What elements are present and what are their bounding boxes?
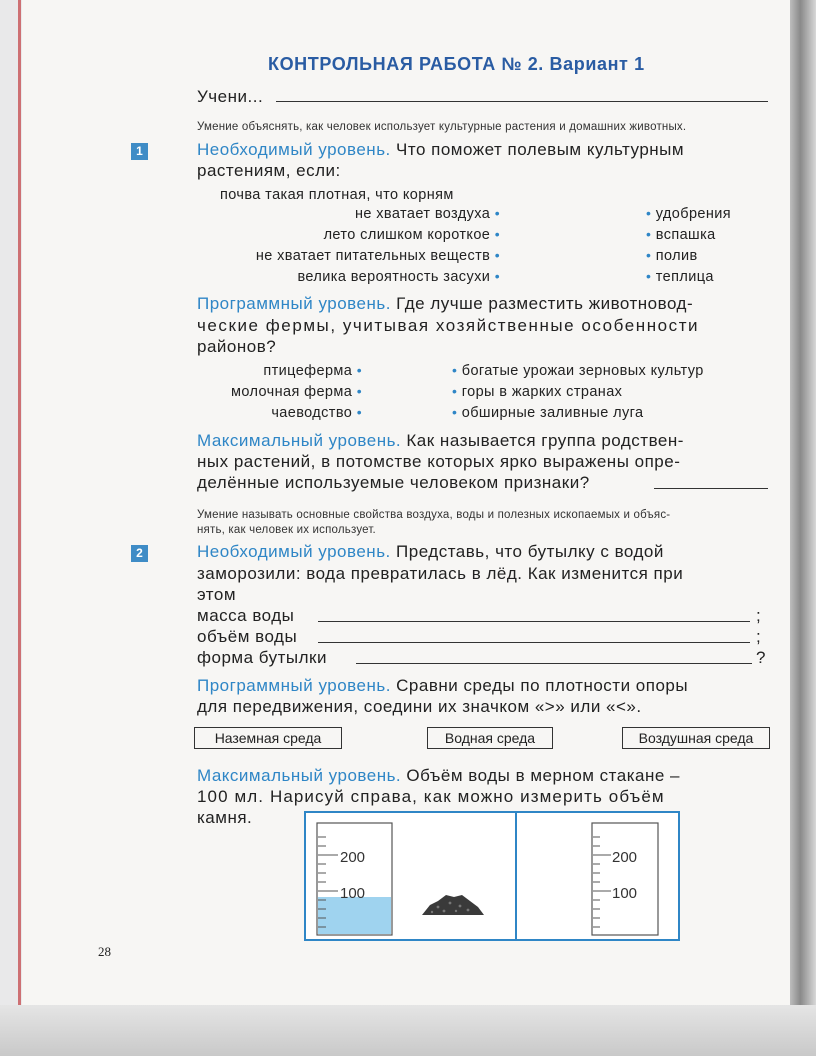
task2-skill-cont: нять, как человек их использует. (197, 524, 376, 536)
region-item (452, 362, 704, 379)
task1-level1-question-cont: растениям, если: (197, 161, 341, 180)
field-end: ? (756, 648, 766, 667)
env-box-ground[interactable]: Наземная среда (194, 727, 342, 749)
farm-text: чаеводство (271, 405, 353, 421)
page-bottom-shadow (0, 1005, 816, 1056)
question-text: Сравни среды по плотности опоры (396, 676, 689, 695)
task1-number-badge: 1 (131, 143, 148, 160)
mark-label: 100 (340, 885, 366, 902)
level-label: Программный уровень. (197, 294, 391, 313)
region-item (452, 383, 622, 400)
mark-label: 100 (612, 885, 638, 902)
task1-level3-question (197, 430, 684, 451)
task1-level3-question-cont: делённые используемые человеком признаки? (197, 473, 590, 492)
connector-dot[interactable]: • (646, 247, 652, 263)
cylinder-right (592, 823, 658, 935)
level-label: Максимальный уровень. (197, 766, 402, 785)
measuring-illustration (304, 811, 680, 941)
remedy-item (646, 268, 714, 285)
connector-dot[interactable]: • (452, 362, 458, 378)
connector-dot[interactable]: • (494, 268, 500, 284)
region-text: горы в жарких странах (461, 384, 623, 400)
remedy-item (646, 247, 698, 264)
farm-text: молочная ферма (230, 384, 353, 400)
remedy-item (646, 205, 731, 222)
condition-item: почва такая плотная, что корням (220, 187, 454, 203)
condition-text: не хватает питательных веществ (255, 248, 491, 264)
connector-dot[interactable]: • (646, 205, 652, 221)
remedy-text: вспашка (655, 227, 716, 243)
remedy-text: полив (655, 248, 698, 264)
margin-line (18, 0, 21, 1010)
page-number: 28 (98, 944, 111, 959)
task2-level3-question (197, 765, 680, 786)
task1-level2-question-cont: ческие фермы, учитывая хозяйственные особенности (197, 316, 700, 335)
student-label: Учени... (197, 87, 264, 106)
remedy-item (646, 226, 716, 243)
field-label: объём воды (197, 627, 298, 646)
field-label: масса воды (197, 606, 295, 625)
region-text: богатые урожаи зерновых культур (461, 363, 704, 379)
connector-dot[interactable]: • (646, 268, 652, 284)
field-end: ; (756, 627, 762, 646)
env-box-air[interactable]: Воздушная среда (622, 727, 770, 749)
task2-level3-question-cont: 100 мл. Нарисуй справа, как можно измерить объём (197, 787, 665, 806)
farm-item (263, 362, 362, 379)
remedy-text: удобрения (655, 206, 732, 222)
farm-item (271, 404, 362, 421)
farm-text: птицеферма (263, 363, 353, 379)
field-end: ; (756, 606, 762, 625)
condition-text: велика вероятность засухи (297, 269, 491, 285)
page-edge-shadow (790, 0, 816, 1056)
region-item (452, 404, 643, 421)
remedy-text: теплица (655, 269, 714, 285)
env-box-water[interactable]: Водная среда (427, 727, 553, 749)
connector-dot[interactable]: • (494, 205, 500, 221)
task1-level2-question-cont: районов? (197, 337, 277, 356)
task2-level2-question-cont: для передвижения, соедини их значком «>» или «<». (197, 697, 642, 716)
water-fill (318, 897, 391, 934)
condition-item (256, 247, 500, 264)
task1-skill: Умение объяснять, как человек использует культурные растения и домашних животных. (197, 121, 687, 133)
cylinder-left (317, 823, 392, 935)
condition-text: лето слишком короткое (323, 227, 491, 243)
connector-dot[interactable]: • (356, 404, 362, 420)
connector-dot[interactable]: • (356, 383, 362, 399)
question-text: Объём воды в мерном стакане – (406, 766, 681, 785)
region-text: обширные заливные луга (461, 405, 644, 421)
volume-answer-line[interactable] (318, 642, 750, 643)
answer-line[interactable] (654, 488, 768, 489)
connector-dot[interactable]: • (356, 362, 362, 378)
task2-level3-question-cont: камня. (197, 808, 253, 827)
level-label: Программный уровень. (197, 676, 391, 695)
level-label: Необходимый уровень. (197, 140, 391, 159)
question-text: Представь, что бутылку с водой (396, 542, 664, 561)
mark-label: 200 (340, 849, 366, 866)
condition-item (297, 268, 500, 285)
condition-item (324, 226, 500, 243)
level-label: Необходимый уровень. (197, 542, 391, 561)
task1-level3-question-cont: ных растений, в потомстве которых ярко выражены опре- (197, 452, 681, 471)
level-label: Максимальный уровень. (197, 431, 402, 450)
task1-level2-question (197, 293, 693, 314)
task2-level2-question (197, 675, 688, 696)
page-title: КОНТРОЛЬНАЯ РАБОТА № 2. Вариант 1 (268, 54, 645, 74)
condition-item (355, 205, 500, 222)
task2-number-badge: 2 (131, 545, 148, 562)
connector-dot[interactable]: • (452, 404, 458, 420)
mass-answer-line[interactable] (318, 621, 750, 622)
field-label: форма бутылки (197, 648, 327, 667)
farm-item (231, 383, 362, 400)
question-text: Где лучше разместить животновод- (396, 294, 694, 313)
task1-level1-question (197, 139, 684, 160)
condition-text: не хватает воздуха (354, 206, 491, 222)
connector-dot[interactable]: • (494, 226, 500, 242)
task2-level1-question-cont: заморозили: вода превратилась в лёд. Как изменится при (197, 564, 684, 583)
task2-skill: Умение называть основные свойства воздуха, воды и полезных ископаемых и объяс- (197, 509, 671, 521)
shape-answer-line[interactable] (356, 663, 752, 664)
mark-label: 200 (612, 849, 638, 866)
question-text: Как называется группа родствен- (406, 431, 684, 450)
connector-dot[interactable]: • (452, 383, 458, 399)
task2-level1-question (197, 541, 664, 562)
connector-dot[interactable]: • (646, 226, 652, 242)
task2-level1-question-cont: этом (197, 585, 237, 604)
connector-dot[interactable]: • (494, 247, 500, 263)
question-text: Что поможет полевым культурным (396, 140, 685, 159)
student-name-field[interactable] (276, 101, 768, 102)
